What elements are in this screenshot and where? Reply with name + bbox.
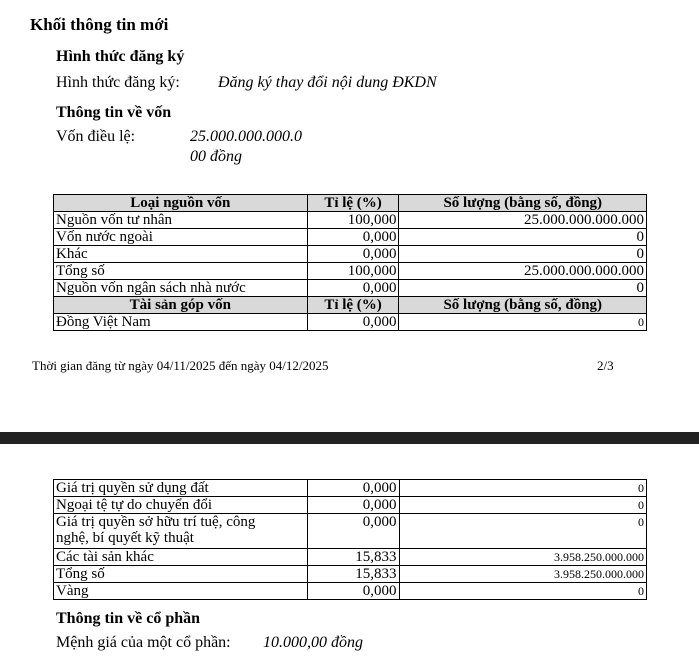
table-row: [54, 280, 647, 297]
shares-value: 10.000,00 đồng: [263, 634, 363, 651]
table-row: [54, 314, 647, 331]
table-row: [54, 583, 647, 600]
registration-label: Hình thức đăng ký:: [56, 74, 180, 91]
cell-ratio: 0,000: [307, 497, 399, 514]
cell-type: Vốn nước ngoài: [54, 229, 308, 246]
cell-ratio: 0,000: [307, 480, 399, 497]
cell-ratio: 15,833: [307, 566, 399, 583]
cell-amount: 0: [399, 480, 647, 497]
cell-amount: 0: [399, 497, 647, 514]
table-row: [54, 263, 647, 280]
cell-type: Ngoại tệ tự do chuyển đổi: [54, 497, 308, 514]
capital-value-line1: 25.000.000.000.0: [190, 128, 302, 145]
col-header: Tỉ lệ (%): [307, 297, 399, 314]
cell-amount: 0: [399, 280, 647, 297]
cell-type: Vàng: [54, 583, 308, 600]
capital-label: Vốn điều lệ:: [56, 128, 136, 145]
cell-amount: 0: [399, 514, 647, 549]
table-row: [54, 480, 647, 497]
col-header: Tài sản góp vốn: [54, 297, 308, 314]
registration-heading: Hình thức đăng ký: [56, 48, 185, 65]
table-row: [54, 229, 647, 246]
cell-ratio: 0,000: [307, 280, 399, 297]
table-row: [54, 212, 647, 229]
cell-amount: 25.000.000.000.000: [399, 263, 647, 280]
page-break-band: [0, 432, 699, 444]
cell-ratio: 0,000: [307, 314, 399, 331]
footer-page: 2/3: [597, 358, 614, 373]
capital-heading: Thông tin về vốn: [56, 104, 172, 121]
table-row: [54, 514, 647, 549]
col-header: Số lượng (bằng số, đồng): [399, 195, 647, 212]
table-row: [54, 246, 647, 263]
table-header-row: [54, 195, 647, 212]
cell-amount: 0: [399, 246, 647, 263]
table-row: [54, 497, 647, 514]
cell-amount: 3.958.250.000.000: [399, 566, 647, 583]
cell-ratio: 0,000: [307, 583, 399, 600]
cell-type: Nguồn vốn tư nhân: [54, 212, 308, 229]
cell-ratio: 100,000: [307, 212, 399, 229]
cell-ratio: 15,833: [307, 549, 399, 566]
cell-type: Nguồn vốn ngân sách nhà nước: [54, 280, 308, 297]
table-header-row: [54, 297, 647, 314]
cell-ratio: 100,000: [307, 263, 399, 280]
table-row: [54, 566, 647, 583]
shares-heading: Thông tin về cổ phần: [56, 610, 201, 627]
cell-type: Các tài sản khác: [54, 549, 308, 566]
cell-amount: 25.000.000.000.000: [399, 212, 647, 229]
cell-ratio: 0,000: [307, 246, 399, 263]
cell-type: Giá trị quyền sử dụng đất: [54, 480, 308, 497]
cell-type: Khác: [54, 246, 308, 263]
cell-amount: 0: [399, 314, 647, 331]
cell-amount: 3.958.250.000.000: [399, 549, 647, 566]
block-title: Khối thông tin mới: [30, 15, 169, 34]
cell-type-line2: nghệ, bí quyết kỹ thuật: [56, 530, 194, 546]
shares-label: Mệnh giá của một cổ phần:: [56, 634, 231, 651]
cell-amount: 0: [399, 229, 647, 246]
capital-sources-table: [53, 194, 647, 331]
cell-type-line1: Giá trị quyền sở hữu trí tuệ, công: [56, 514, 256, 530]
cell-type: Tổng số: [54, 263, 308, 280]
cell-ratio: 0,000: [307, 514, 399, 549]
cell-amount: 0: [399, 583, 647, 600]
assets-table-continued: [53, 479, 647, 600]
col-header: Số lượng (bằng số, đồng): [399, 297, 647, 314]
table-row: [54, 549, 647, 566]
cell-type: Tổng số: [54, 566, 308, 583]
capital-value-line2: 00 đồng: [190, 148, 242, 165]
col-header: Loại nguồn vốn: [54, 195, 308, 212]
col-header: Tỉ lệ (%): [307, 195, 399, 212]
cell-type: [54, 514, 308, 549]
cell-type: Đồng Việt Nam: [54, 314, 308, 331]
cell-ratio: 0,000: [307, 229, 399, 246]
footer-period: Thời gian đăng từ ngày 04/11/2025 đến ngày 04/12/2025: [32, 358, 329, 373]
registration-value: Đăng ký thay đổi nội dung ĐKDN: [218, 74, 437, 91]
